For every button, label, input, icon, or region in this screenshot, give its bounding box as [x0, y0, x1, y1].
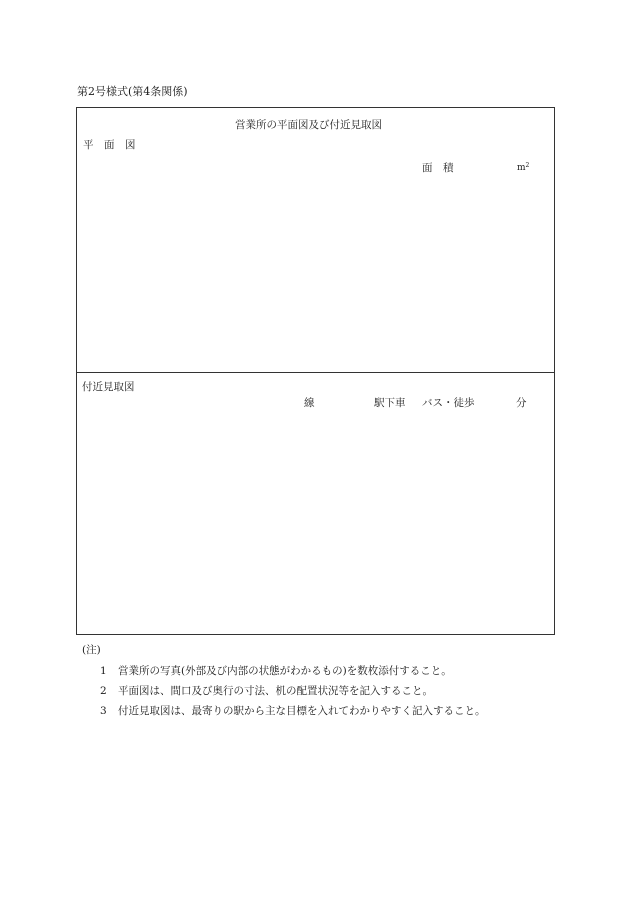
train-line-label: 線: [304, 397, 315, 409]
area-label: 面 積: [422, 162, 454, 174]
note-number: 1: [100, 665, 107, 677]
form-box: [76, 107, 555, 635]
area-unit: $m^2$: [517, 162, 530, 173]
note-text: 平面図は、間口及び奥行の寸法、机の配置状況等を記入すること。: [118, 685, 433, 697]
form-title: 営業所の平面図及び付近見取図: [235, 119, 382, 131]
minutes-label: 分: [516, 397, 527, 409]
section-divider: [77, 372, 554, 373]
note-number: 3: [100, 705, 107, 717]
area-unit-superscript: 2: [525, 162, 530, 169]
form-number-label: 第2号様式(第4条関係): [77, 85, 188, 98]
station-label: 駅下車: [374, 397, 406, 409]
note-number: 2: [100, 685, 107, 697]
note-text: 付近見取図は、最寄りの駅から主な目標を入れてわかりやすく記入すること。: [118, 705, 486, 717]
bus-walk-label: バス・徒歩: [422, 397, 475, 409]
notes-header: (注): [82, 644, 101, 656]
floor-plan-label: 平 面 図: [83, 139, 136, 151]
note-text: 営業所の写真(外部及び内部の状態がわかるもの)を数枚添付すること。: [118, 665, 452, 677]
vicinity-map-label: 付近見取図: [82, 381, 135, 393]
